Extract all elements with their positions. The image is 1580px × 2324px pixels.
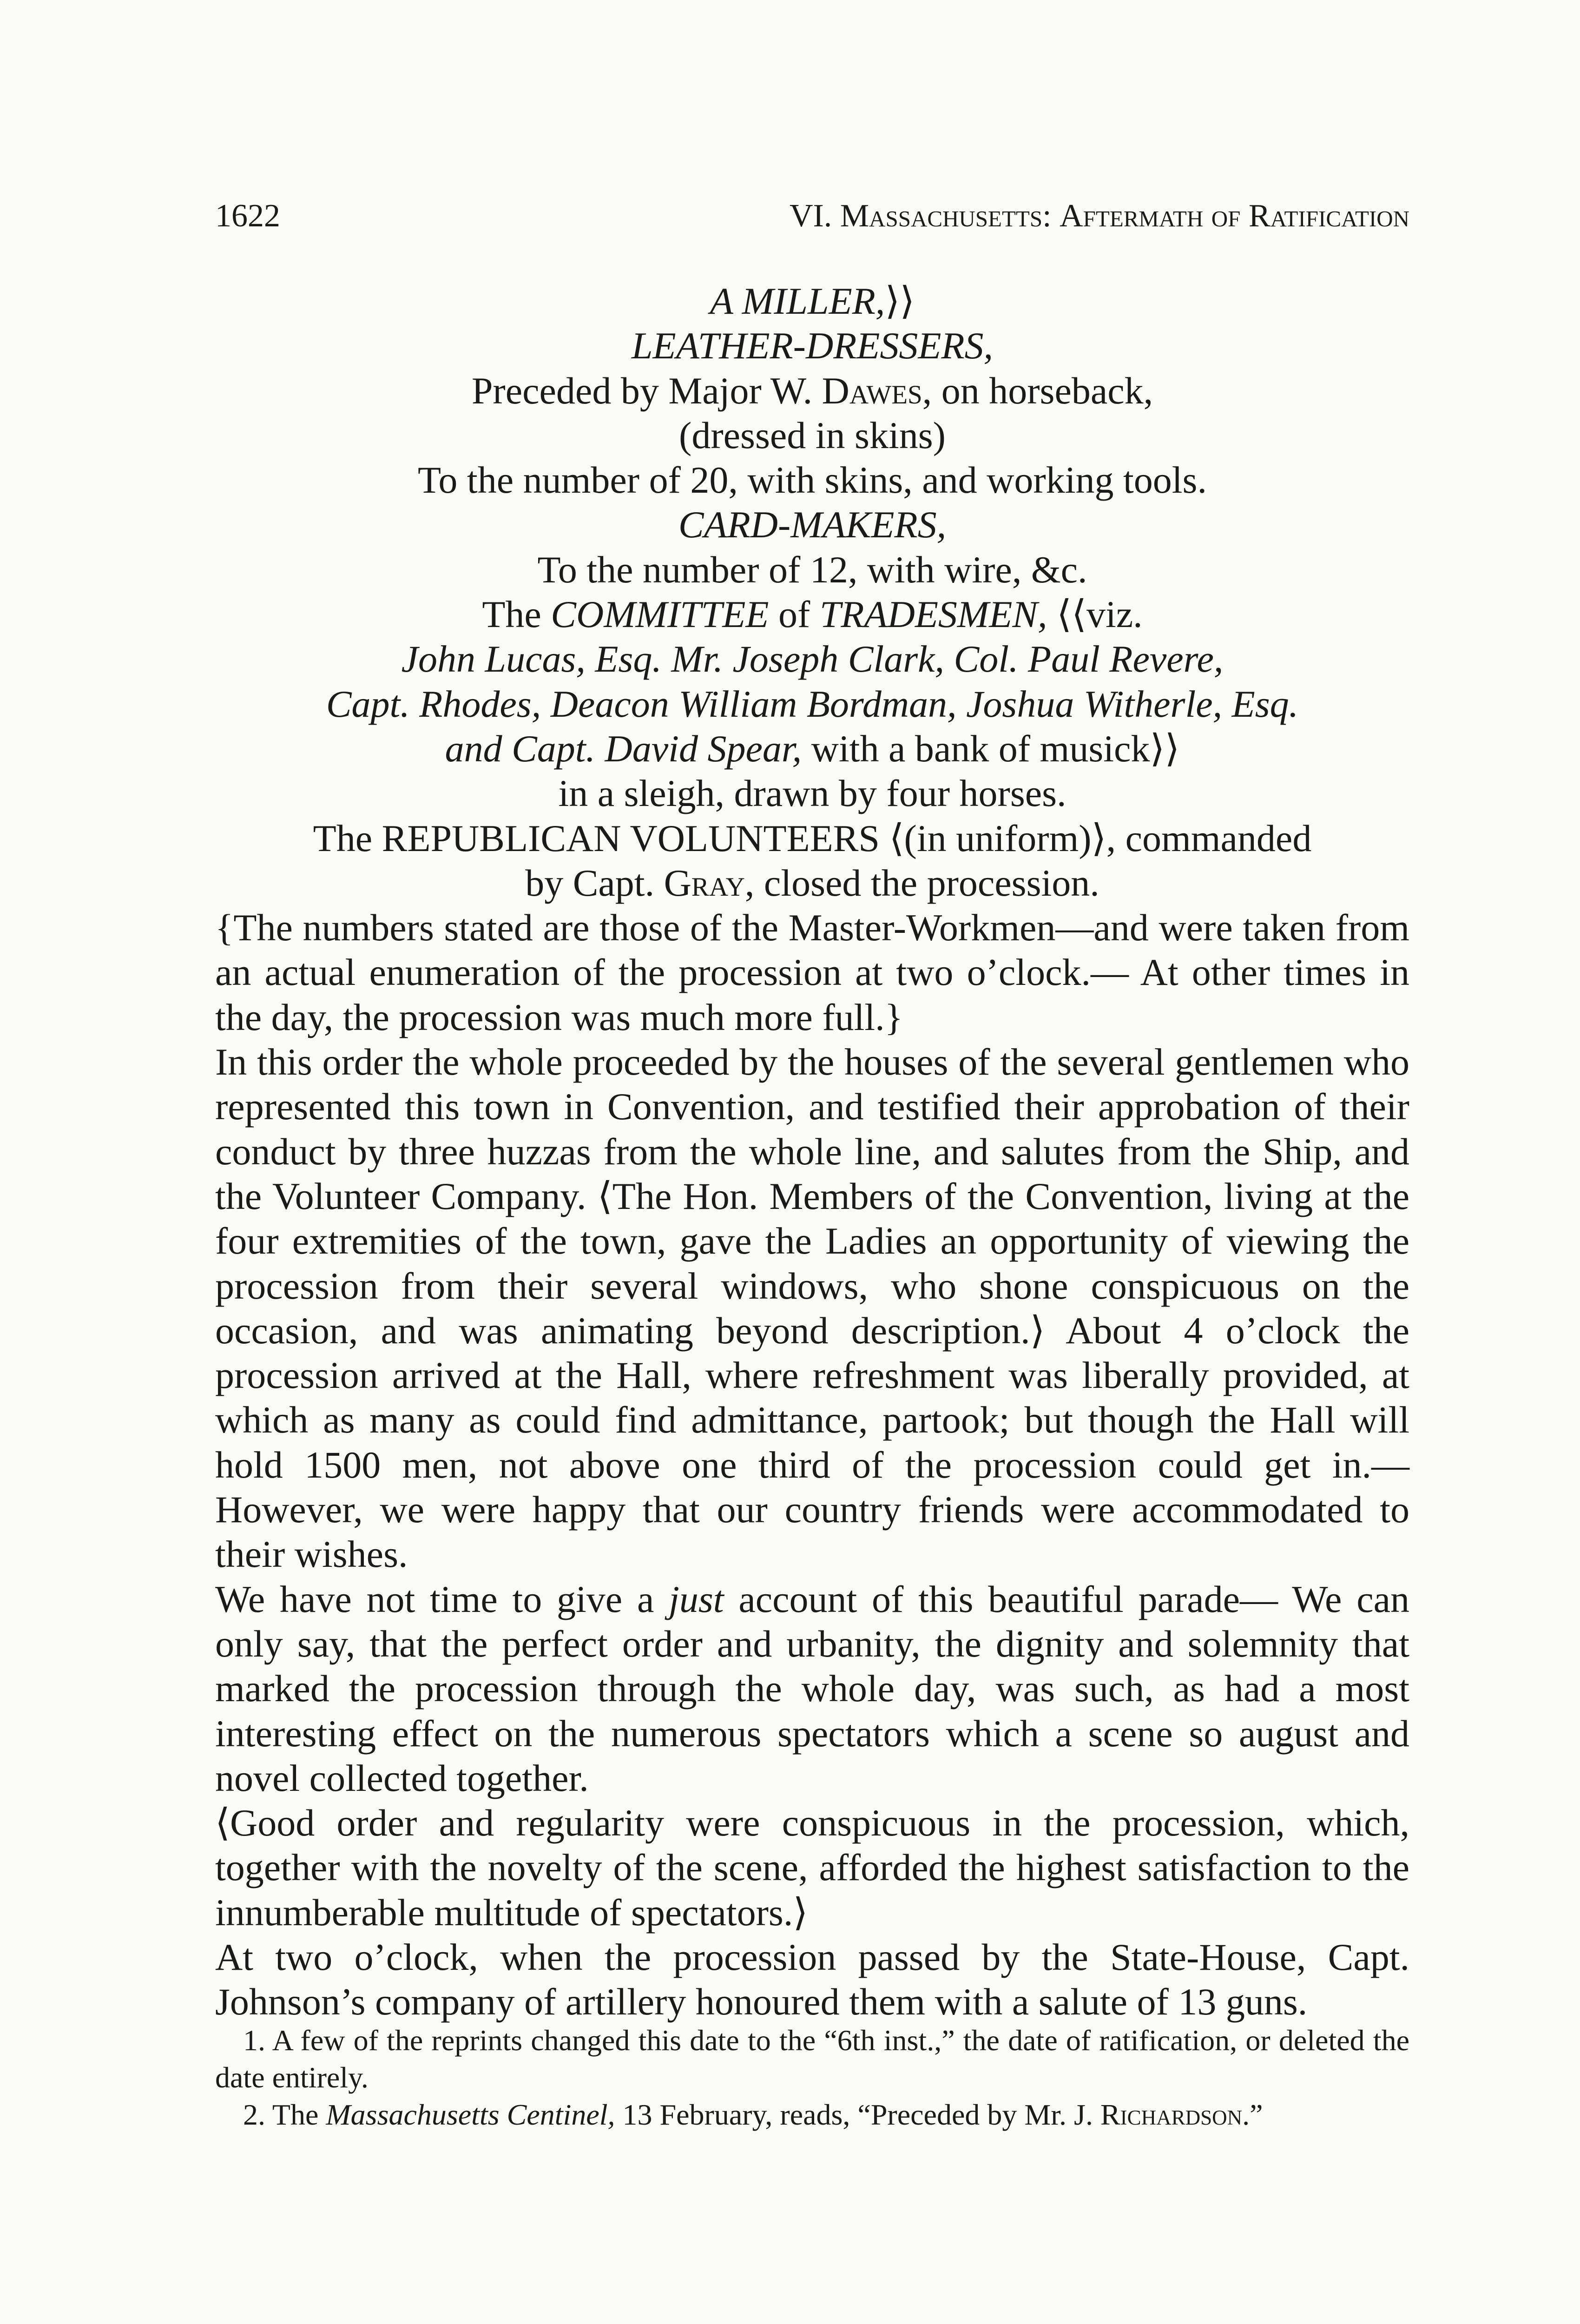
procession-card-number: To the number of 12, with wire, &c. <box>537 548 1087 591</box>
paragraph-order: In this order the whole proceeded by the houses of the several gentlemen who represented this town in Convention, and testified their approbation of their conduct by three huzzas from the whole line, and salutes from the Ship, and the Volunteer Company. ⟨The Hon. Members of the Convention, living at the four extremities of the town, gave the Ladies an opportunity of viewing the procession from their several windows, who shone conspicuous on the occasion, and was animating beyond description.⟩ About 4 o’clock the procession arrived at the Hall, where refreshment was liberally provided, at which as many as could find admittance, partook; but though the Hall will hold 1500 men, not above one third of the procession could get in.—However, we were happy that our country friends were accommodated to their wishes. <box>215 1041 1409 1576</box>
procession-leather-number: To the number of 20, with skins, and working tools. <box>418 459 1207 502</box>
footnote-1: 1. A few of the reprints changed this date to the “6th inst.,” the date of ratification, or deleted the date entirely. <box>215 2024 1409 2094</box>
paragraph-numbers: {The numbers stated are those of the Master-Workmen—and were taken from an actual enumeration of the procession at two o’clock.— At other times in the day, the procession was much more full.} <box>215 906 1409 1038</box>
footnotes <box>215 2022 1409 2133</box>
procession-dressed: (dressed in skins) <box>679 414 946 456</box>
paragraph-artillery: At two o’clock, when the procession passed by the State-House, Capt. Johnson’s company of artillery honoured them with a salute of 13 guns. <box>215 1935 1409 2023</box>
body-text <box>215 279 1409 2025</box>
procession-names-1: John Lucas, Esq. Mr. Joseph Clark, Col. Paul Revere, <box>401 638 1224 680</box>
procession-gray: by Capt. Gray, closed the procession. <box>525 861 1099 904</box>
procession-card-makers: CARD-MAKERS, <box>678 503 947 546</box>
procession-sleigh: in a sleigh, drawn by four horses. <box>558 772 1066 815</box>
page-number: 1622 <box>215 198 280 234</box>
paragraph-parade: We have not time to give a just account of this beautiful parade— We can only say, that the perfect order and urbanity, the dignity and solemnity that marked the procession through the whole day, was such, as had a most interesting effect on the numerous spectators which a scene so august and novel collected together. <box>215 1578 1409 1799</box>
procession-preceded: Preceded by Major W. Dawes, on horseback, <box>471 369 1153 412</box>
running-title: VI. Massachusetts: Aftermath of Ratification <box>789 198 1409 234</box>
procession-miller: A MILLER,⟩⟩ <box>710 280 915 322</box>
footnote-2: 2. The Massachusetts Centinel, 13 February, reads, “Preceded by Mr. J. Richardson.” <box>243 2098 1263 2131</box>
procession-names-3: and Capt. David Spear, with a bank of musick⟩⟩ <box>445 727 1180 770</box>
procession-leather-dressers: LEATHER-DRESSERS, <box>631 324 994 367</box>
paragraph-good-order: ⟨Good order and regularity were conspicuous in the procession, which, together with the novelty of the scene, afforded the highest satisfaction to the innumberable multitude of spectators.⟩ <box>215 1802 1409 1934</box>
procession-names-2: Capt. Rhodes, Deacon William Bordman, Joshua Witherle, Esq. <box>326 682 1299 725</box>
procession-volunteers: The REPUBLICAN VOLUNTEERS ⟨(in uniform)⟩, commanded <box>313 817 1312 859</box>
procession-committee: The COMMITTEE of TRADESMEN, ⟨⟨viz. <box>482 593 1143 636</box>
